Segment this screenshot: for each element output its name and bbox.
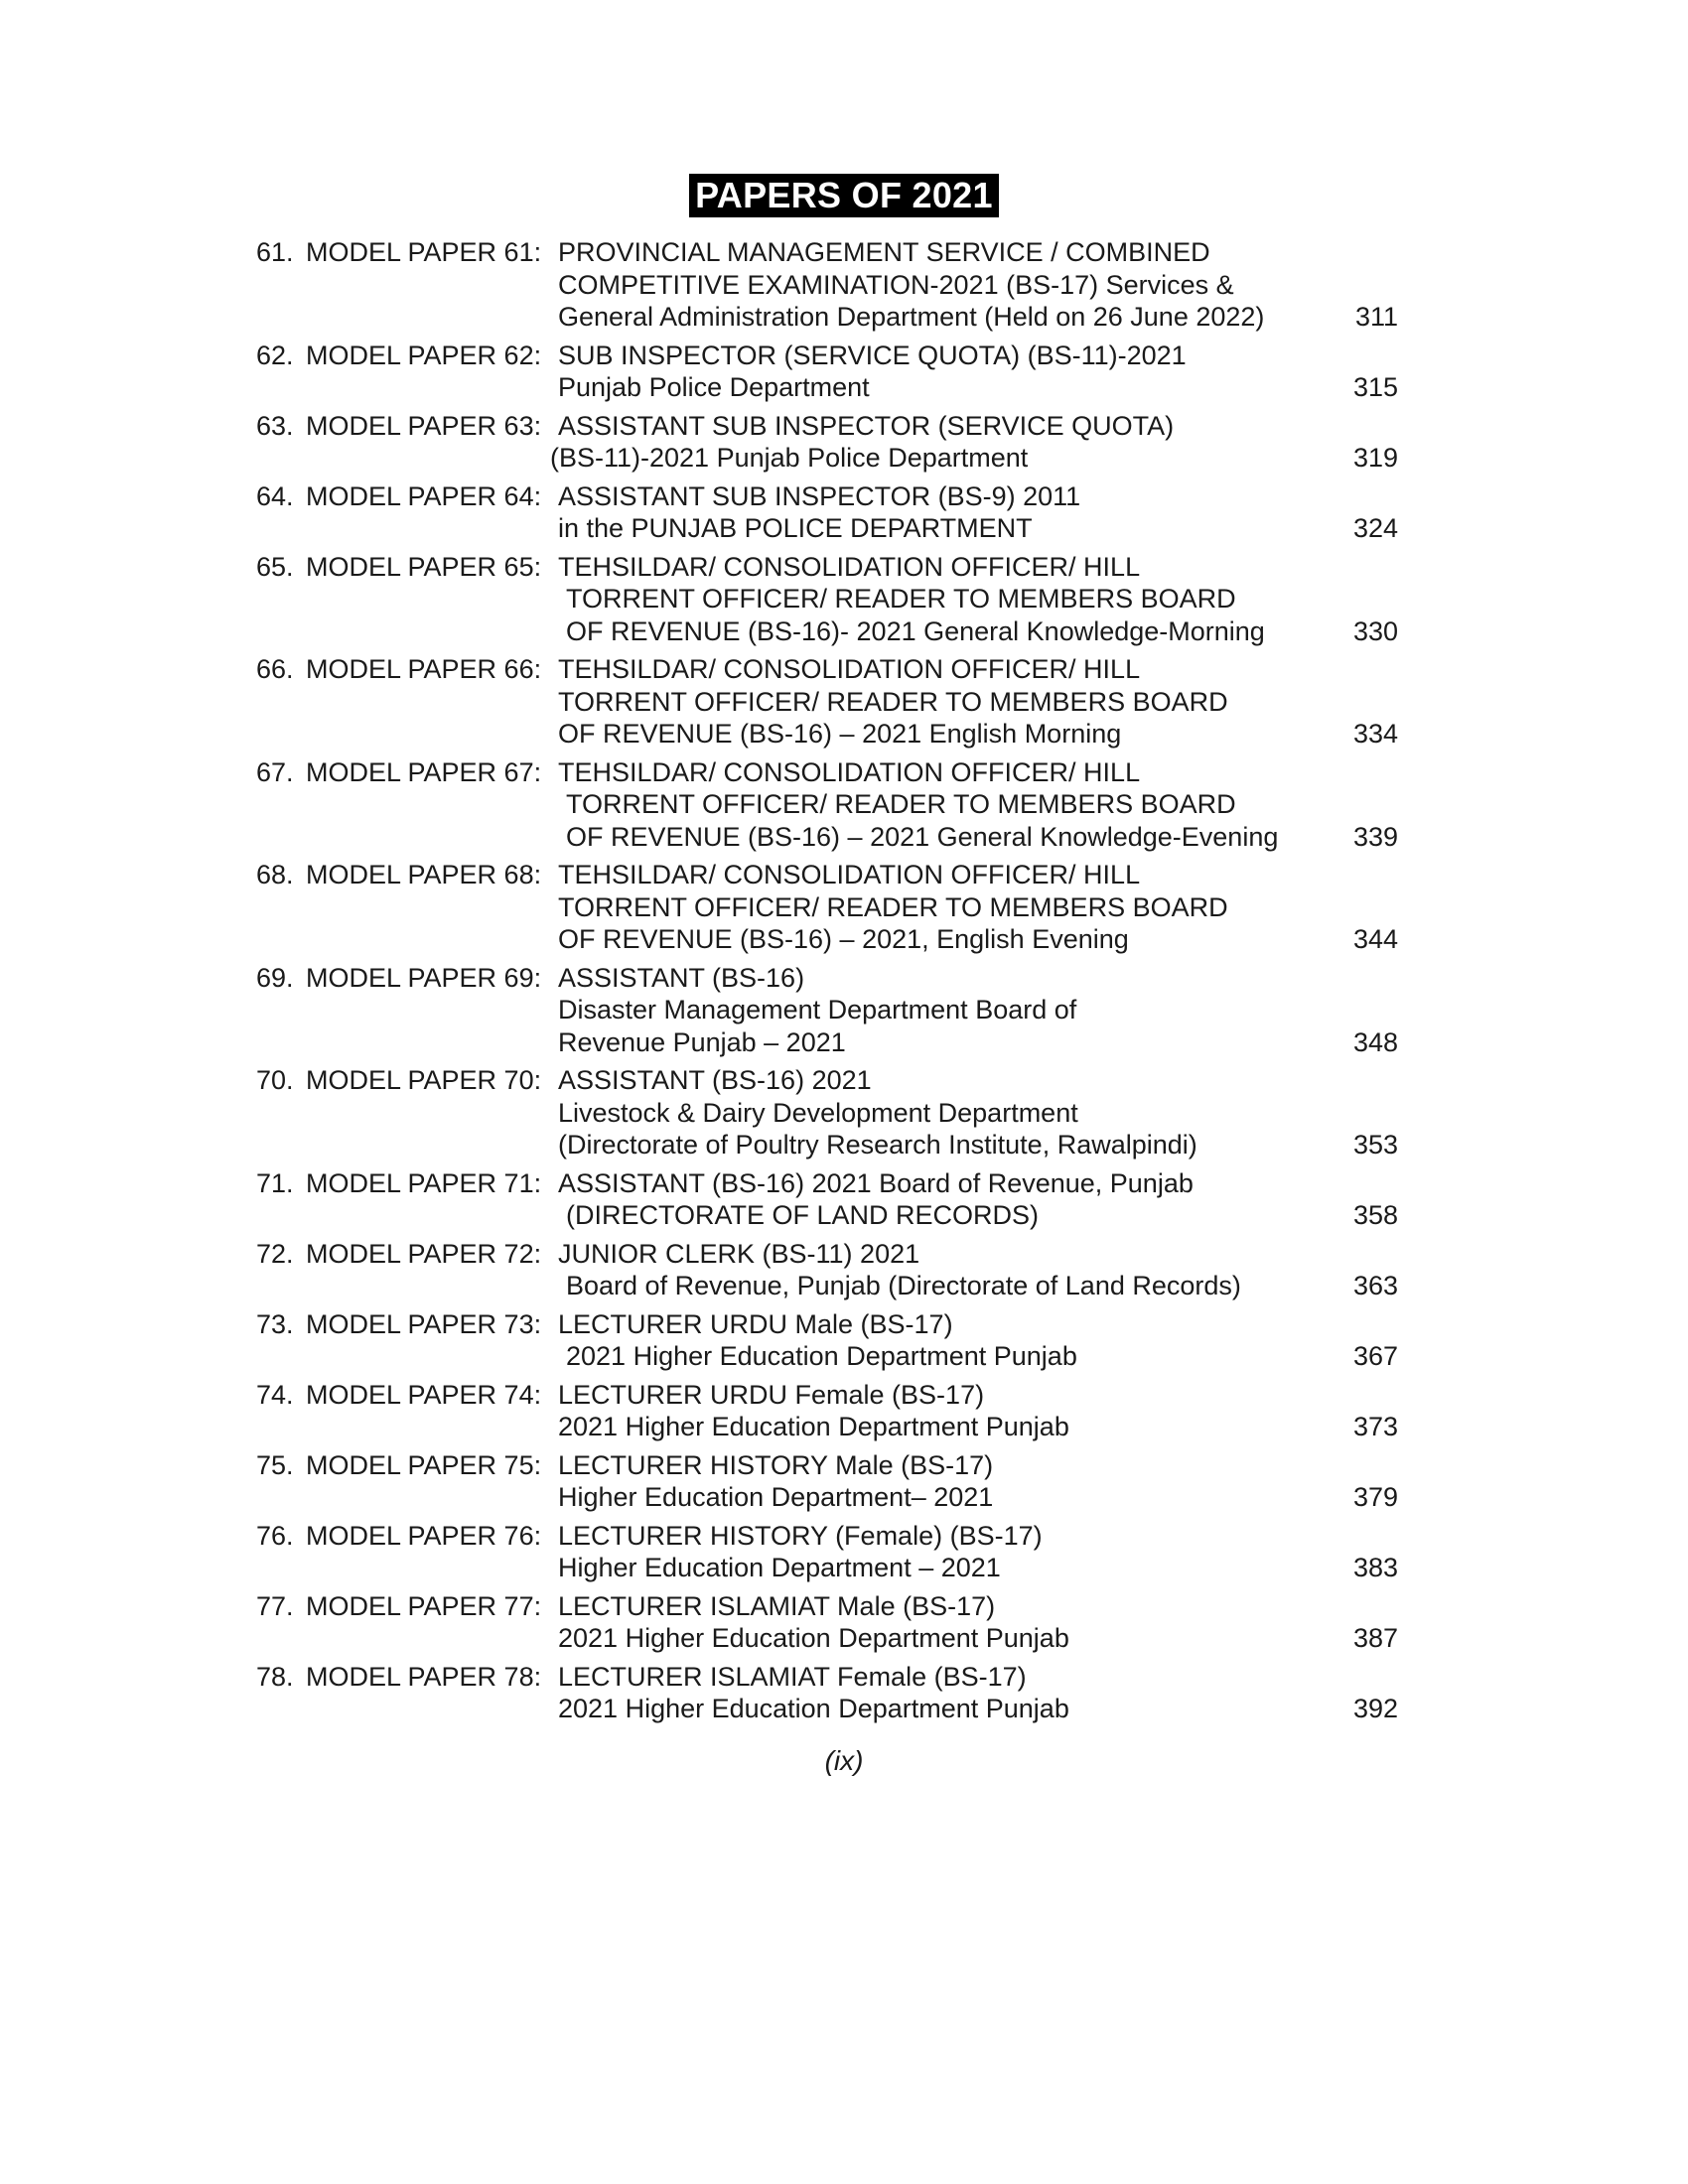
entry-description: Higher Education Department – 2021 xyxy=(558,1553,1001,1582)
entry-description: TORRENT OFFICER/ READER TO MEMBERS BOARD xyxy=(558,891,1228,922)
entry-description: 2021 Higher Education Department Punjab xyxy=(558,1694,1069,1723)
entry-page-number: 339 xyxy=(1352,821,1398,852)
entry-description: (DIRECTORATE OF LAND RECORDS) xyxy=(566,1200,1040,1230)
model-paper-label: MODEL PAPER 78: xyxy=(306,1661,542,1692)
entry-page-number: 379 xyxy=(1352,1482,1398,1512)
toc-entry-line xyxy=(256,1270,1398,1302)
entry-number: 66. xyxy=(256,654,294,684)
toc-entry[interactable] xyxy=(256,480,1398,545)
toc-entry[interactable] xyxy=(256,859,1398,956)
entry-page-number: 319 xyxy=(1352,443,1398,473)
toc-entry[interactable] xyxy=(256,1308,1398,1373)
entry-description: Disaster Management Department Board of xyxy=(558,995,1077,1024)
entry-description: LECTURER HISTORY (Female) (BS-17) xyxy=(558,1520,1043,1551)
toc-entry[interactable] xyxy=(256,1238,1398,1302)
entry-description: TEHSILDAR/ CONSOLIDATION OFFICER/ HILL xyxy=(558,756,1141,787)
toc-entry-line xyxy=(256,269,1398,302)
toc-entry-line xyxy=(256,1622,1398,1655)
toc-entry-line xyxy=(256,788,1398,821)
entry-description: PROVINCIAL MANAGEMENT SERVICE / COMBINED xyxy=(558,237,1210,267)
page-title-wrap xyxy=(0,174,1688,217)
entry-description: LECTURER ISLAMIAT Male (BS-17) xyxy=(558,1590,996,1621)
entry-description: COMPETITIVE EXAMINATION-2021 (BS-17) Services & xyxy=(558,269,1234,300)
toc-entry-line xyxy=(256,512,1398,545)
entry-number: 64. xyxy=(256,480,294,511)
toc-entry-line xyxy=(256,480,1398,513)
toc-entry-line xyxy=(256,1661,1398,1694)
entry-description: TORRENT OFFICER/ READER TO MEMBERS BOARD xyxy=(558,686,1228,717)
entry-description: 2021 Higher Education Department Punjab xyxy=(566,1341,1077,1371)
toc-entry-line xyxy=(256,923,1398,956)
entry-description: LECTURER URDU Female (BS-17) xyxy=(558,1379,985,1410)
entry-number: 73. xyxy=(256,1308,294,1339)
toc-entry-line xyxy=(256,1238,1398,1271)
entry-description: Punjab Police Department xyxy=(558,372,870,402)
toc-entry-line xyxy=(256,686,1398,719)
entry-page-number: 348 xyxy=(1352,1026,1398,1057)
page-number-footer: (ix) xyxy=(824,1745,864,1776)
entry-description: LECTURER URDU Male (BS-17) xyxy=(558,1308,953,1339)
toc-entry-line xyxy=(256,1481,1398,1514)
entry-description: ASSISTANT (BS-16) 2021 Board of Revenue, Punjab xyxy=(558,1167,1194,1198)
entry-number: 71. xyxy=(256,1167,294,1198)
entry-page-number: 315 xyxy=(1352,372,1398,402)
entry-description: Livestock & Dairy Development Department xyxy=(558,1097,1078,1128)
toc-entry-line xyxy=(256,1199,1398,1232)
model-paper-label: MODEL PAPER 76: xyxy=(306,1520,542,1551)
toc-entry-line xyxy=(256,962,1398,995)
model-paper-label: MODEL PAPER 68: xyxy=(306,860,542,889)
entry-description: LECTURER HISTORY Male (BS-17) xyxy=(558,1449,994,1480)
entry-number: 61. xyxy=(256,237,294,267)
entry-description: 2021 Higher Education Department Punjab xyxy=(558,1623,1069,1653)
entry-page-number: 311 xyxy=(1354,302,1398,332)
entry-page-number: 383 xyxy=(1352,1553,1398,1582)
entry-description: OF REVENUE (BS-16) – 2021 English Morning xyxy=(558,719,1122,749)
toc-entry-line xyxy=(256,994,1398,1026)
entry-description: OF REVENUE (BS-16)- 2021 General Knowledge-Morning xyxy=(566,615,1265,646)
toc-entry-line xyxy=(256,583,1398,615)
toc-entry-line xyxy=(256,1026,1398,1059)
entry-page-number: 344 xyxy=(1352,924,1398,954)
entry-description: Board of Revenue, Punjab (Directorate of Land Records) xyxy=(566,1271,1241,1300)
entry-number: 65. xyxy=(256,551,294,582)
entry-description: (BS-11)-2021 Punjab Police Department xyxy=(550,443,1029,473)
entry-description: 2021 Higher Education Department Punjab xyxy=(558,1412,1069,1441)
entry-description: OF REVENUE (BS-16) – 2021, English Evening xyxy=(558,924,1129,954)
toc-entry-line xyxy=(256,891,1398,924)
entry-description: OF REVENUE (BS-16) – 2021 General Knowledge-Evening xyxy=(566,821,1279,852)
model-paper-label: MODEL PAPER 73: xyxy=(306,1308,542,1339)
toc-entry[interactable] xyxy=(256,653,1398,751)
entry-description: TEHSILDAR/ CONSOLIDATION OFFICER/ HILL xyxy=(558,654,1141,684)
model-paper-label: MODEL PAPER 72: xyxy=(306,1238,542,1269)
toc-entry-line xyxy=(256,859,1398,891)
toc-entry[interactable] xyxy=(256,236,1398,334)
entry-number: 62. xyxy=(256,340,294,370)
toc-entry-line xyxy=(256,1129,1398,1161)
toc-entry[interactable] xyxy=(256,410,1398,475)
entry-description: TORRENT OFFICER/ READER TO MEMBERS BOARD xyxy=(566,584,1236,614)
entry-number: 72. xyxy=(256,1238,294,1269)
toc-entry-line xyxy=(256,551,1398,584)
toc-entry[interactable] xyxy=(256,1064,1398,1161)
toc-entry-line xyxy=(256,301,1398,334)
entry-number: 63. xyxy=(256,410,294,441)
entry-number: 69. xyxy=(256,962,294,993)
model-paper-label: MODEL PAPER 64: xyxy=(306,480,542,511)
entry-number: 76. xyxy=(256,1520,294,1551)
entry-page-number: 363 xyxy=(1352,1271,1398,1300)
entry-description: JUNIOR CLERK (BS-11) 2021 xyxy=(558,1238,920,1269)
entry-page-number: 373 xyxy=(1352,1412,1398,1441)
entry-description: (Directorate of Poultry Research Institute, Rawalpindi) xyxy=(558,1130,1197,1160)
model-paper-label: MODEL PAPER 69: xyxy=(306,962,542,993)
entry-page-number: 392 xyxy=(1352,1694,1398,1723)
entry-description: Revenue Punjab – 2021 xyxy=(558,1026,846,1057)
toc-entry-line xyxy=(256,1693,1398,1725)
toc-entry[interactable] xyxy=(256,1590,1398,1655)
toc-entry-line xyxy=(256,615,1398,648)
toc-entry[interactable] xyxy=(256,1379,1398,1443)
model-paper-label: MODEL PAPER 74: xyxy=(306,1379,542,1410)
toc-entry-line xyxy=(256,1590,1398,1623)
model-paper-label: MODEL PAPER 70: xyxy=(306,1065,542,1095)
entry-description: ASSISTANT (BS-16) xyxy=(558,962,805,993)
toc-entry-line xyxy=(256,371,1398,404)
page-title: PAPERS OF 2021 xyxy=(689,174,999,217)
toc-entry[interactable] xyxy=(256,1449,1398,1514)
entry-number: 70. xyxy=(256,1065,294,1095)
entry-page-number: 387 xyxy=(1352,1623,1398,1653)
entry-description: TORRENT OFFICER/ READER TO MEMBERS BOARD xyxy=(566,789,1236,819)
toc-entry-line xyxy=(256,1411,1398,1443)
model-paper-label: MODEL PAPER 71: xyxy=(306,1167,542,1198)
toc-entry-line xyxy=(256,410,1398,443)
model-paper-label: MODEL PAPER 67: xyxy=(306,756,542,787)
toc-entry[interactable] xyxy=(256,962,1398,1059)
toc-entry-line xyxy=(256,1520,1398,1553)
entry-page-number: 334 xyxy=(1352,719,1398,749)
toc-entry-line xyxy=(256,1379,1398,1412)
toc-entry-line xyxy=(256,1340,1398,1373)
entry-description: ASSISTANT (BS-16) 2021 xyxy=(558,1065,872,1095)
toc-entry-line xyxy=(256,718,1398,751)
entry-description: Higher Education Department– 2021 xyxy=(558,1482,994,1512)
entry-number: 75. xyxy=(256,1449,294,1480)
entry-description: TEHSILDAR/ CONSOLIDATION OFFICER/ HILL xyxy=(558,551,1141,582)
model-paper-label: MODEL PAPER 61: xyxy=(306,237,542,267)
entry-description: in the PUNJAB POLICE DEPARTMENT xyxy=(558,513,1033,543)
model-paper-label: MODEL PAPER 77: xyxy=(306,1590,542,1621)
model-paper-label: MODEL PAPER 66: xyxy=(306,654,542,684)
table-of-contents xyxy=(256,236,1398,1731)
toc-entry-line xyxy=(256,1167,1398,1200)
toc-entry-line xyxy=(256,236,1398,269)
entry-page-number: 330 xyxy=(1352,615,1398,646)
entry-description: SUB INSPECTOR (SERVICE QUOTA) (BS-11)-2021 xyxy=(558,340,1187,370)
toc-entry[interactable] xyxy=(256,1520,1398,1584)
model-paper-label: MODEL PAPER 75: xyxy=(306,1449,542,1480)
toc-entry[interactable] xyxy=(256,756,1398,854)
entry-number: 68. xyxy=(256,860,294,889)
toc-entry-line xyxy=(256,1552,1398,1584)
entry-page-number: 358 xyxy=(1352,1200,1398,1230)
toc-entry[interactable] xyxy=(256,1167,1398,1232)
model-paper-label: MODEL PAPER 65: xyxy=(306,551,542,582)
model-paper-label: MODEL PAPER 63: xyxy=(306,410,542,441)
entry-description: TEHSILDAR/ CONSOLIDATION OFFICER/ HILL xyxy=(558,860,1141,889)
entry-page-number: 324 xyxy=(1352,513,1398,543)
toc-entry-line xyxy=(256,756,1398,789)
toc-entry-line xyxy=(256,340,1398,372)
toc-entry-line xyxy=(256,1064,1398,1097)
entry-description: ASSISTANT SUB INSPECTOR (SERVICE QUOTA) xyxy=(558,410,1175,441)
entry-page-number: 367 xyxy=(1352,1341,1398,1371)
entry-number: 74. xyxy=(256,1379,294,1410)
toc-entry-line xyxy=(256,1097,1398,1130)
toc-entry-line xyxy=(256,1449,1398,1482)
toc-entry[interactable] xyxy=(256,551,1398,648)
toc-entry-line xyxy=(256,653,1398,686)
entry-number: 78. xyxy=(256,1661,294,1692)
model-paper-label: MODEL PAPER 62: xyxy=(306,340,542,370)
toc-entry[interactable] xyxy=(256,1661,1398,1725)
entry-number: 77. xyxy=(256,1590,294,1621)
toc-entry-line xyxy=(256,821,1398,854)
entry-page-number: 353 xyxy=(1352,1130,1398,1160)
toc-entry-line xyxy=(256,442,1398,475)
entry-description: ASSISTANT SUB INSPECTOR (BS-9) 2011 xyxy=(558,480,1081,511)
entry-number: 67. xyxy=(256,756,294,787)
toc-entry[interactable] xyxy=(256,340,1398,404)
entry-description: General Administration Department (Held on 26 June 2022) xyxy=(558,302,1265,332)
toc-entry-line xyxy=(256,1308,1398,1341)
entry-description: LECTURER ISLAMIAT Female (BS-17) xyxy=(558,1661,1027,1692)
